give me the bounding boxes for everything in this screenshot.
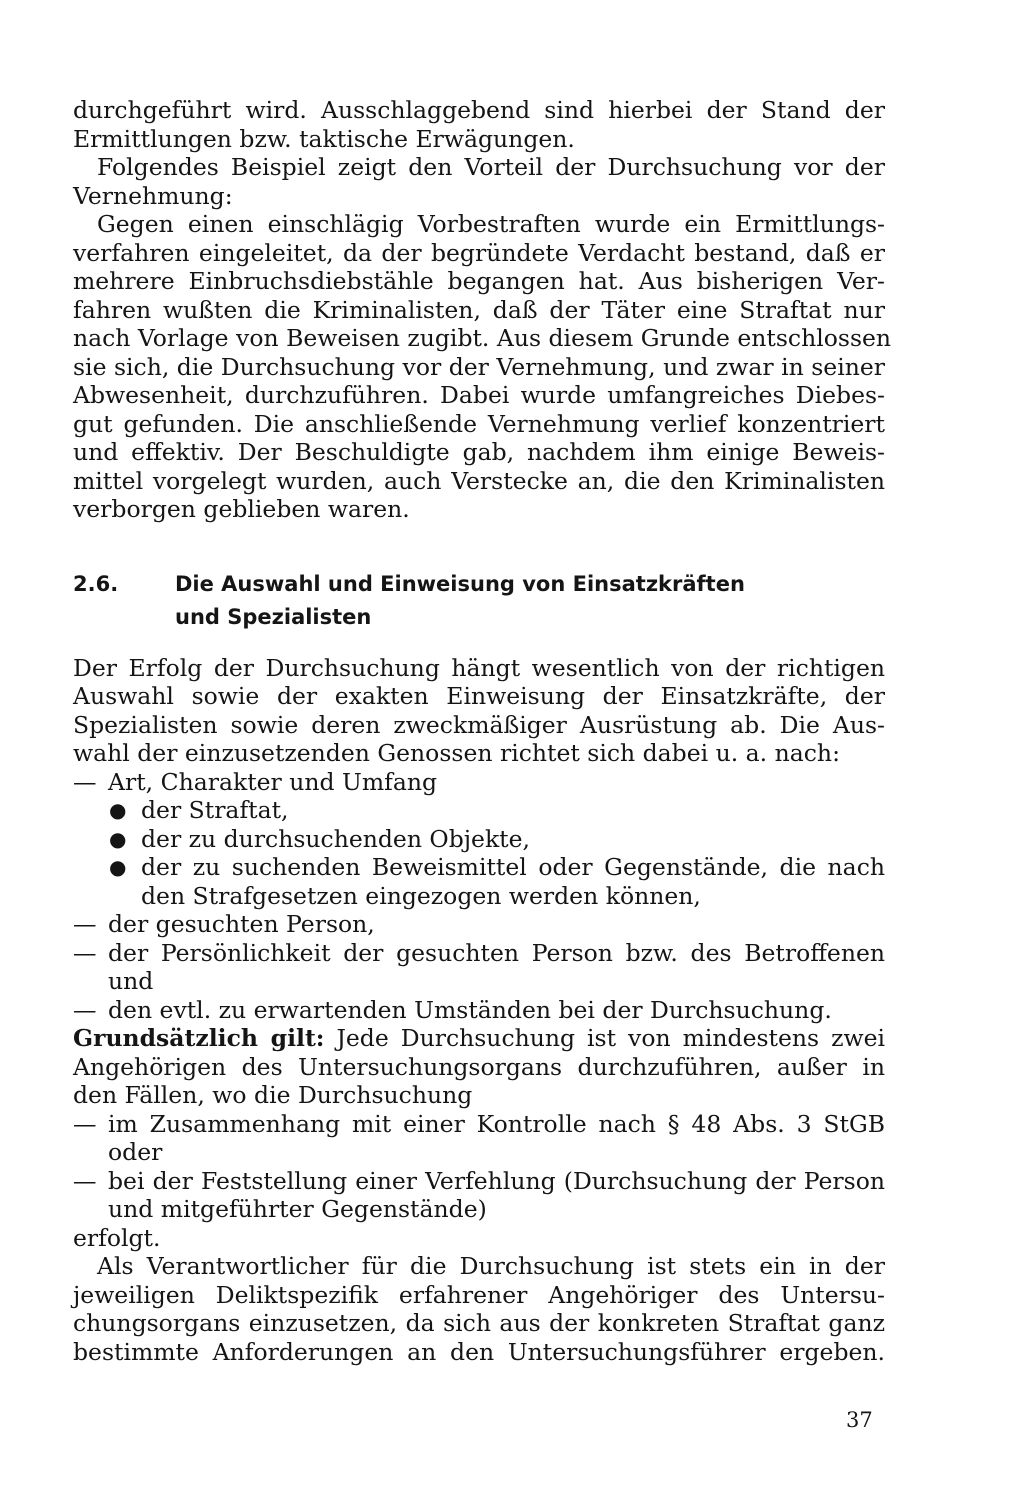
text-line: nach Vorlage von Beweisen zugibt. Aus diesem Grunde entschlossen: [73, 324, 892, 352]
text-line: sie sich, die Durchsuchung vor der Vernehmung, und zwar in seiner: [73, 352, 885, 381]
text-line: Spezialisten sowie deren zweckmäßiger Ausrüstung ab. Die Aus-: [73, 710, 885, 739]
text-line: Folgendes Beispiel zeigt den Vorteil der Durchsuchung vor der: [97, 153, 885, 181]
text-line: erfolgt.: [73, 1223, 161, 1252]
text-line: Auswahl sowie der exakten Einweisung der Einsatzkräfte, der: [73, 682, 885, 710]
list-item: [73, 939, 885, 996]
text-line: Angehörigen des Untersuchungsorgans durchzuführen, außer in: [73, 1052, 885, 1081]
list-item-text: im Zusammenhang mit einer Kontrolle nach § 48 Abs. 3 StGB: [108, 1109, 885, 1138]
list-item-text: und mitgeführter Gegenstände): [108, 1195, 487, 1223]
page-number: 37: [846, 1408, 873, 1432]
text-line: bestimmte Anforderungen an den Untersuchungsführer ergeben.: [73, 1337, 885, 1366]
text-line: wahl der einzusetzenden Genossen richtet sich dabei u. a. nach:: [73, 739, 840, 767]
list-item-text: den evtl. zu erwartenden Umständen bei der Durchsuchung.: [108, 995, 832, 1024]
text-line: gut gefunden. Die anschließende Vernehmung verlief konzentriert: [73, 409, 885, 438]
text-line: Ermittlungen bzw. taktische Erwägungen.: [73, 124, 575, 153]
dash-marker: —: [73, 767, 97, 796]
list-item: [73, 1167, 885, 1224]
text-line: chungsorgans einzusetzen, da sich aus der konkreten Straftat ganz: [73, 1309, 885, 1337]
text-line: jeweiligen Deliktspezifik erfahrener Angehöriger des Untersu-: [73, 1280, 885, 1309]
dash-marker: —: [73, 910, 97, 938]
list-item: [73, 996, 885, 1025]
text-line: Gegen einen einschlägig Vorbestraften wurde ein Ermittlungs-: [97, 210, 885, 238]
bullet-icon: ●: [109, 855, 127, 879]
list-item-text: der zu suchenden Beweismittel oder Gegenstände, die nach: [141, 853, 885, 881]
text-span: Jede Durchsuchung ist von mindestens zwei: [324, 1024, 885, 1052]
dash-marker: —: [73, 938, 97, 967]
bold-lead: Grundsätzlich gilt:: [73, 1024, 325, 1052]
bullet-icon: ●: [109, 798, 127, 822]
sub-list-item: [73, 796, 885, 825]
list-item-text: bei der Feststellung einer Verfehlung (Durchsuchung der Person: [108, 1166, 885, 1195]
list-item: [73, 910, 885, 939]
exception-list: [73, 1110, 885, 1253]
sub-list-item: [73, 825, 885, 854]
sub-list-item: [73, 853, 885, 910]
bullet-icon: ●: [109, 826, 127, 851]
criteria-list: [73, 768, 885, 1025]
list-item: [73, 1110, 885, 1167]
text-line: Als Verantwortlicher für die Durchsuchung ist stets ein in der: [97, 1252, 885, 1280]
section-title: [175, 568, 885, 634]
text-line: fahren wußten die Kriminalisten, daß der Täter eine Straftat nur: [73, 295, 885, 324]
paragraph-continuation: [73, 96, 885, 153]
section-title-line: Die Auswahl und Einweisung von Einsatzkräften: [175, 571, 745, 596]
list-item-text: oder: [108, 1138, 163, 1166]
text-line: und effektiv. Der Beschuldigte gab, nachdem ihm einige Beweis-: [73, 438, 885, 466]
dash-marker: —: [73, 1166, 97, 1195]
text-line: [73, 1024, 885, 1053]
text-line: durchgeführt wird. Ausschlaggebend sind hierbei der Stand der: [73, 96, 885, 124]
text-line: den Fällen, wo die Durchsuchung: [73, 1081, 473, 1109]
text-line: mittel vorgelegt wurden, auch Verstecke an, die den Kriminalisten: [73, 466, 885, 495]
section-heading: [73, 568, 885, 634]
text-line: Der Erfolg der Durchsuchung hängt wesentlich von der richtigen: [73, 653, 885, 682]
list-item-text: und: [108, 967, 154, 995]
paragraph-example: [73, 210, 892, 524]
text-line: verborgen geblieben waren.: [73, 495, 410, 523]
list-item-text: der zu durchsuchenden Objekte,: [141, 824, 531, 853]
list-item-text: den Strafgesetzen eingezogen werden können,: [141, 881, 701, 910]
dash-marker: —: [73, 1109, 97, 1138]
text-line: Abwesenheit, durchzuführen. Dabei wurde umfangreiches Diebes-: [73, 381, 885, 409]
section-number: 2.6.: [73, 571, 119, 596]
paragraph-example-intro: [73, 153, 885, 210]
paragraph-responsible: [73, 1252, 885, 1366]
text-line: Vernehmung:: [73, 181, 233, 210]
list-item-text: der Straftat,: [141, 796, 289, 824]
dash-marker: —: [73, 995, 97, 1024]
paragraph-selection: [73, 654, 885, 768]
text-line: verfahren eingeleitet, da der begründete Verdacht bestand, daß er: [73, 238, 885, 267]
list-item-text: der gesuchten Person,: [108, 910, 375, 938]
list-item: [73, 768, 885, 797]
list-item-text: der Persönlichkeit der gesuchten Person bzw. des Betroffenen: [108, 938, 885, 967]
text-line: mehrere Einbruchsdiebstähle begangen hat. Aus bisherigen Ver-: [73, 267, 885, 295]
list-item-text: Art, Charakter und Umfang: [108, 767, 438, 796]
paragraph-principle: [73, 1024, 885, 1110]
page-body: [73, 96, 892, 1366]
section-title-line: und Spezialisten: [175, 604, 372, 629]
